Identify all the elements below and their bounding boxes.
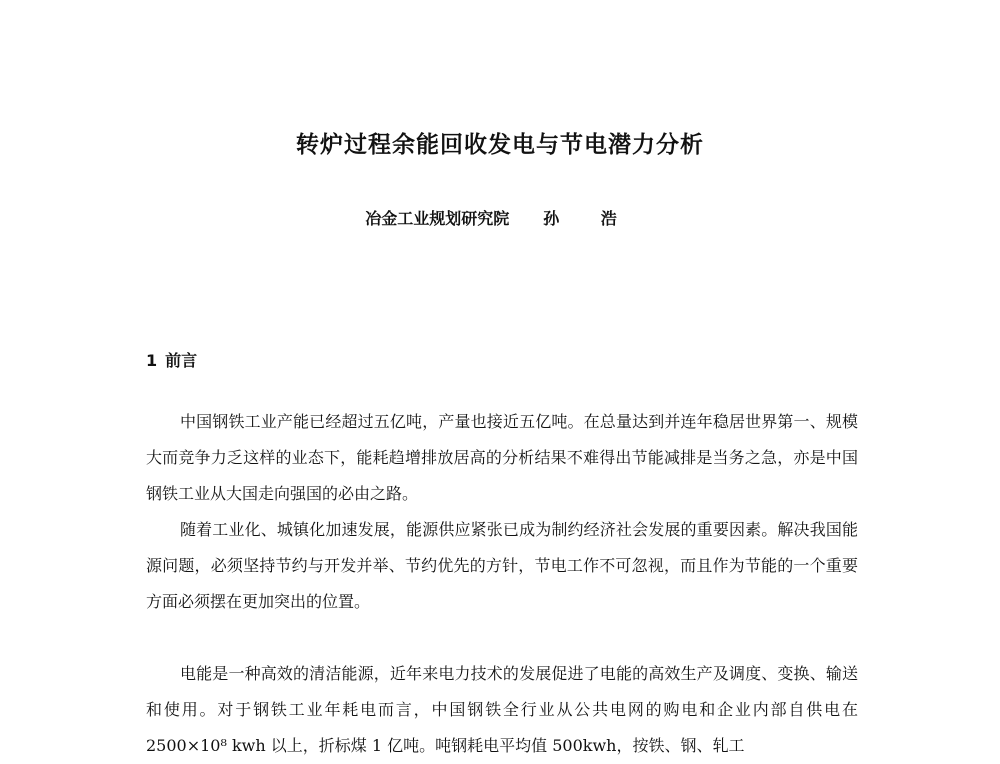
- author-name: 孙 浩: [543, 209, 635, 228]
- paragraph-1: 中国钢铁工业产能已经超过五亿吨，产量也接近五亿吨。在总量达到并连年稳居世界第一、规模大而竞争力乏这样的业态下，能耗趋增排放居高的分析结果不难得出节能减排是当务之急，亦是中国钢铁工业从大国走向强国的必由之路。: [146, 412, 858, 503]
- section-heading: [146, 348, 197, 371]
- paragraph-3: 电能是一种高效的清洁能源，近年来电力技术的发展促进了电能的高效生产及调度、变换、输送和使用。对于钢铁工业年耗电而言，中国钢铁全行业从公共电网的购电和企业内部自供电在2500×10⁸ kwh 以上，折标煤 1 亿吨。吨钢耗电平均值 500kwh，按铁、钢、轧工: [146, 664, 858, 755]
- paper-title: 转炉过程余能回收发电与节电潜力分析: [296, 132, 704, 158]
- affiliation: 冶金工业规划研究院: [365, 209, 510, 228]
- section-number: 1: [146, 351, 158, 370]
- section-title: 前言: [165, 351, 198, 370]
- byline: [0, 206, 1000, 229]
- paragraph-2: 随着工业化、城镇化加速发展，能源供应紧张已成为制约经济社会发展的重要因素。解决我国能源问题，必须坚持节约与开发并举、节约优先的方针，节电工作不可忽视，而且作为节能的一个重要方面必须摆在更加突出的位置。: [146, 520, 858, 611]
